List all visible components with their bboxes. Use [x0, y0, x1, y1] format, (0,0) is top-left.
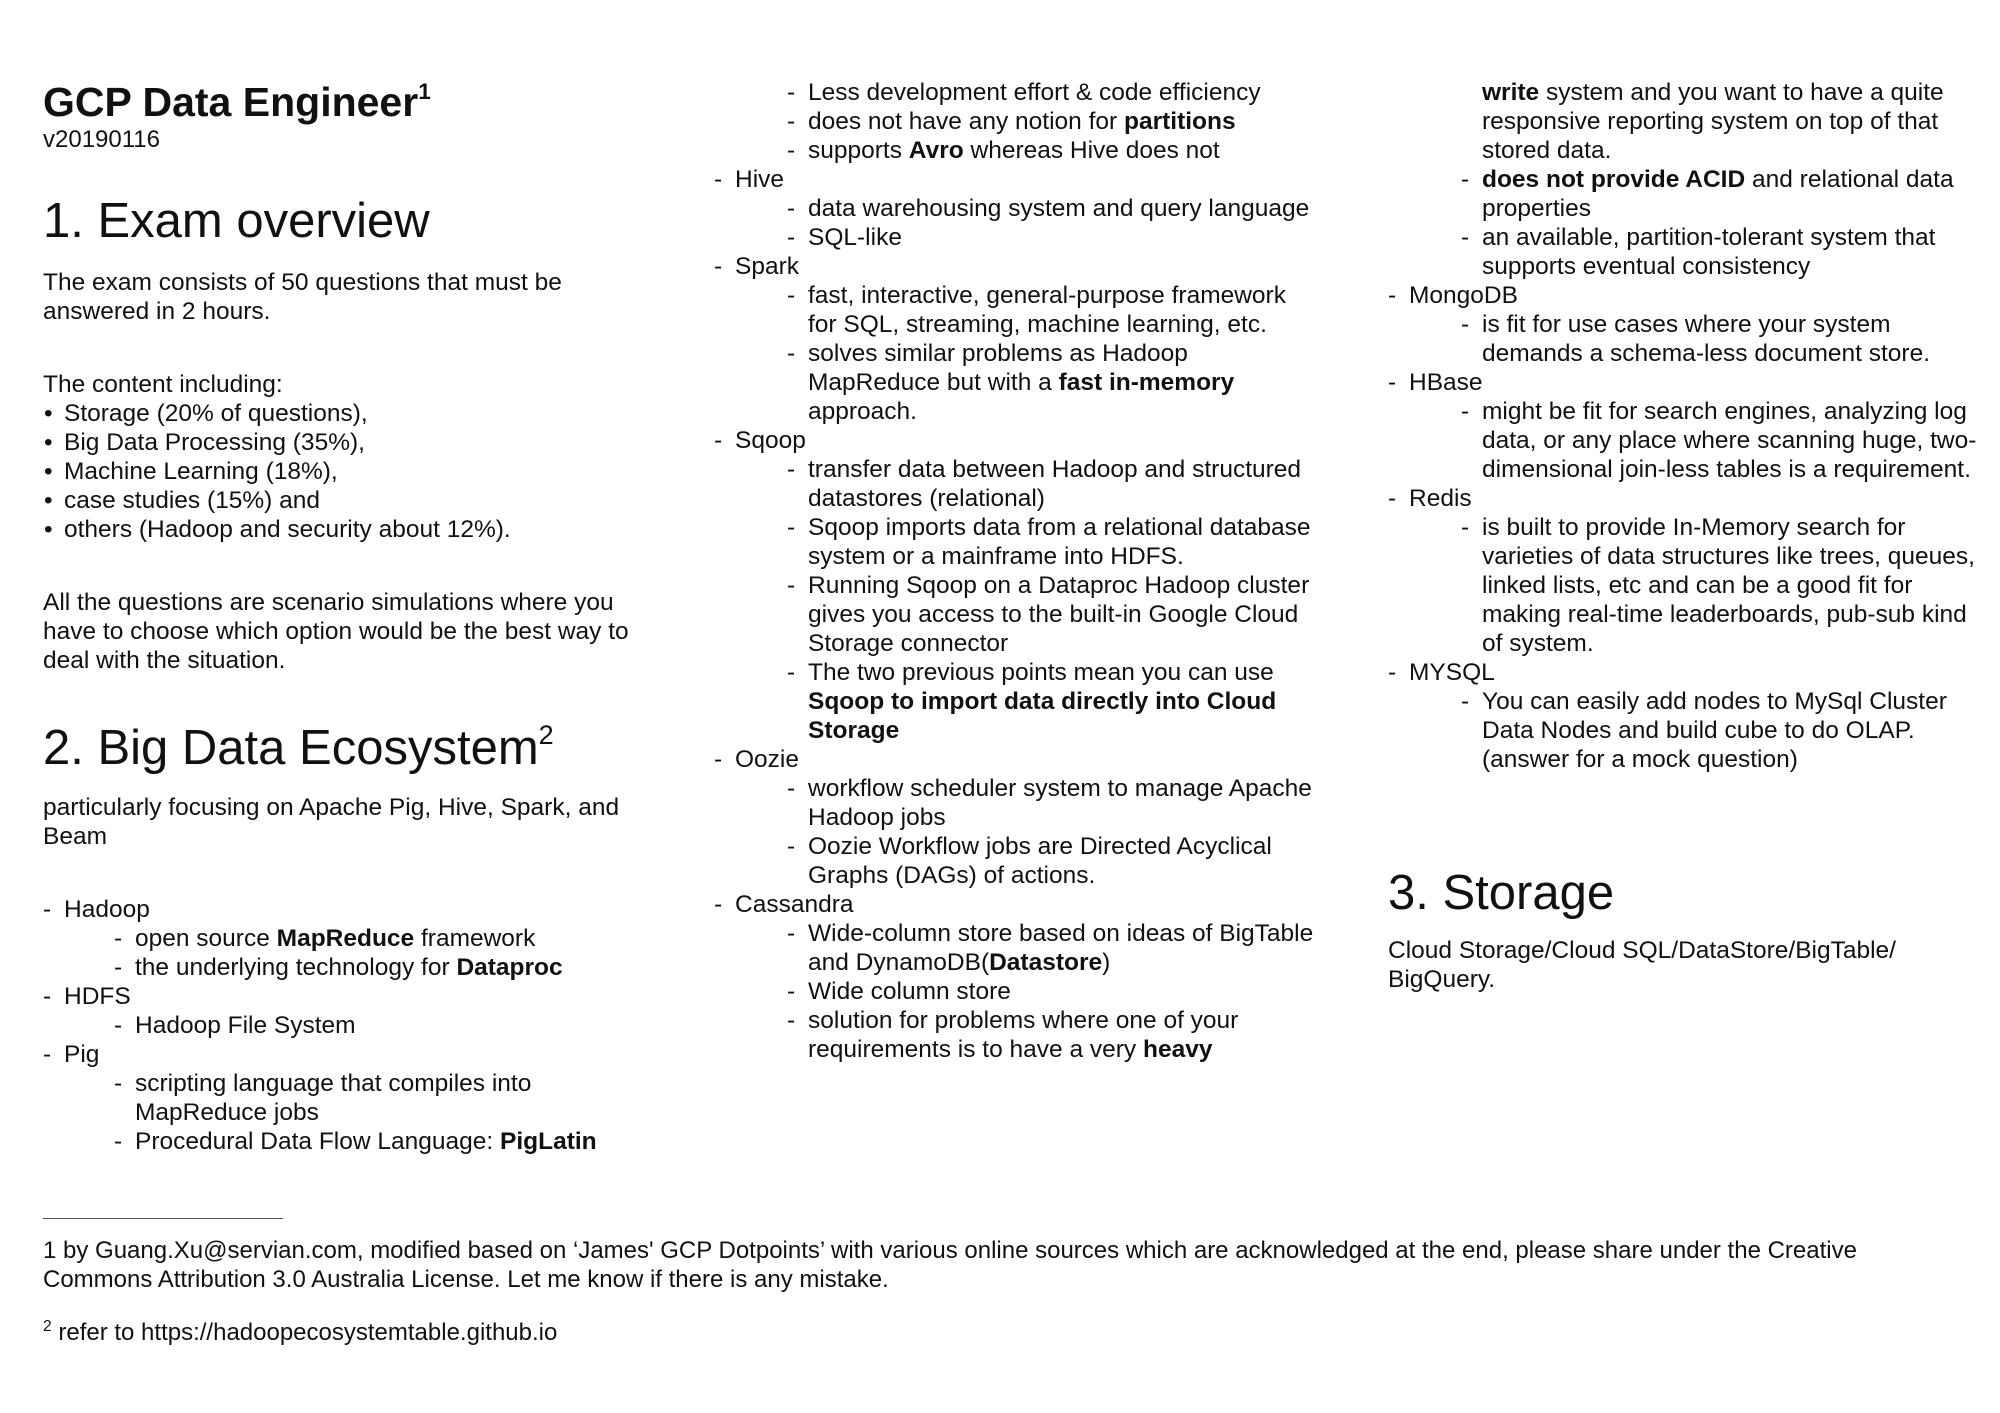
- list-item: - might be fit for search engines, analyzing log data, or any place where scanning huge, two-dimensional join-less tables is a requirement.: [1461, 397, 1978, 484]
- hive-label: Hive: [735, 166, 785, 193]
- content-list: [43, 399, 643, 544]
- bold-text: does not provide ACID: [1482, 166, 1746, 193]
- column-2: [714, 78, 1314, 1064]
- hadoop-label: Hadoop: [64, 896, 150, 923]
- list-item: - Wide column store: [787, 977, 1314, 1006]
- sqoop-points: [787, 455, 1314, 745]
- mongodb-points: [1461, 310, 1978, 368]
- list-item: - Hadoop File System: [114, 1011, 643, 1040]
- ecosystem-list-col3: [1388, 281, 1978, 774]
- column-1: [43, 78, 643, 1156]
- list-item: [114, 953, 643, 982]
- text: Wide-column store based on ideas of BigTable and DynamoDB(: [808, 920, 1314, 976]
- list-item-hdfs: [43, 982, 643, 1040]
- list-item: - an available, partition-tolerant system that supports eventual consistency: [1461, 223, 1978, 281]
- column-3: [1388, 78, 1978, 994]
- ecosystem-list-col1: [43, 895, 643, 1156]
- list-item-hadoop: [43, 895, 643, 982]
- bold-text: fast in-memory: [1058, 369, 1235, 396]
- bold-text: write: [1482, 79, 1540, 106]
- footnote-divider: [43, 1218, 283, 1219]
- list-item-sqoop: [714, 426, 1314, 745]
- hdfs-label: HDFS: [64, 983, 131, 1010]
- bold-text: MapReduce: [276, 925, 415, 952]
- content-label: The content including:: [43, 371, 283, 398]
- cassandra-points-continued: [1461, 165, 1978, 281]
- spark-label: Spark: [735, 253, 800, 280]
- pig-points: [114, 1069, 643, 1156]
- cassandra-point-continued: [1482, 78, 1978, 165]
- list-item-oozie: [714, 745, 1314, 890]
- footnote-2-text: refer to https://hadoopecosystemtable.github.io: [51, 1319, 558, 1346]
- text: solution for problems where one of your requirements is to have a very: [808, 1007, 1239, 1063]
- bold-text: Dataproc: [456, 954, 563, 981]
- list-item: - is built to provide In-Memory search for varieties of data structures like trees, queues, linked lists, etc and can be a good fit for making real-time leaderboards, pub-sub kind of system.: [1461, 513, 1978, 658]
- document-title: [43, 78, 643, 126]
- section-3-heading: 3. Storage: [1388, 866, 1615, 920]
- spark-points: [787, 281, 1314, 426]
- hbase-label: HBase: [1409, 369, 1483, 396]
- list-item: - fast, interactive, general-purpose framework for SQL, streaming, machine learning, etc.: [787, 281, 1314, 339]
- list-item-mysql: [1388, 658, 1978, 774]
- bold-text: PigLatin: [500, 1128, 597, 1155]
- list-item: - workflow scheduler system to manage Apache Hadoop jobs: [787, 774, 1314, 832]
- list-item-cassandra: [714, 890, 1314, 1064]
- section-2-heading: [43, 719, 643, 777]
- list-item: • Big Data Processing (35%),: [43, 428, 643, 457]
- bold-text: Datastore: [989, 949, 1103, 976]
- footnote-2-ref: 2: [43, 1318, 52, 1335]
- text: open source: [135, 925, 277, 952]
- text: framework: [414, 925, 536, 952]
- list-item: • others (Hadoop and security about 12%).: [43, 515, 643, 544]
- footnote-2: [43, 1312, 1963, 1347]
- redis-points: [1461, 513, 1978, 658]
- list-item-mongodb: [1388, 281, 1978, 368]
- footnote-1: 1 by Guang.Xu@servian.com, modified based on ‘James' GCP Dotpoints’ with various online sources which are acknowledged at the end, please share under the Creative Commons Attribution 3.0 Australia License. Let me know if there is any mistake.: [43, 1237, 1857, 1293]
- list-item: [114, 1127, 643, 1156]
- text: and relational data properties: [1482, 166, 1954, 222]
- storage-list: Cloud Storage/Cloud SQL/DataStore/BigTable/ BigQuery.: [1388, 937, 1896, 993]
- list-item: - Sqoop imports data from a relational database system or a mainframe into HDFS.: [787, 513, 1314, 571]
- list-item-hive: [714, 165, 1314, 252]
- text: The two previous points mean you can use: [808, 659, 1274, 686]
- cassandra-points: [787, 919, 1314, 1064]
- list-item: • Storage (20% of questions),: [43, 399, 643, 428]
- cassandra-label: Cassandra: [735, 891, 854, 918]
- section-1-heading: 1. Exam overview: [43, 194, 430, 248]
- bold-text: partitions: [1124, 108, 1236, 135]
- text: supports: [808, 137, 909, 164]
- list-item: - You can easily add nodes to MySql Cluster Data Nodes and build cube to do OLAP. (answer for a mock question): [1461, 687, 1978, 774]
- list-item: - scripting language that compiles into MapReduce jobs: [114, 1069, 643, 1127]
- mysql-points: [1461, 687, 1978, 774]
- sqoop-label: Sqoop: [735, 427, 806, 454]
- list-item: - Oozie Workflow jobs are Directed Acyclical Graphs (DAGs) of actions.: [787, 832, 1314, 890]
- text: Procedural Data Flow Language:: [135, 1128, 500, 1155]
- ecosystem-list-col2: [714, 165, 1314, 1064]
- text: ): [1102, 949, 1111, 976]
- text: whereas Hive does not: [963, 137, 1220, 164]
- list-item: [1461, 165, 1978, 223]
- list-item: - Running Sqoop on a Dataproc Hadoop cluster gives you access to the built-in Google Cloud Storage connector: [787, 571, 1314, 658]
- pig-points-continued: [787, 78, 1314, 165]
- list-item: [114, 924, 643, 953]
- list-item: [787, 136, 1314, 165]
- list-item-spark: [714, 252, 1314, 426]
- scenario-paragraph: All the questions are scenario simulations where you have to choose which option would be the best way to deal with the situation.: [43, 589, 629, 674]
- hive-points: [787, 194, 1314, 252]
- mongodb-label: MongoDB: [1409, 282, 1518, 309]
- list-item: - SQL-like: [787, 223, 1314, 252]
- bold-text: heavy: [1143, 1036, 1213, 1063]
- section-2-footnote-ref: 2: [538, 719, 554, 750]
- exam-intro: The exam consists of 50 questions that must be answered in 2 hours.: [43, 269, 562, 325]
- oozie-points: [787, 774, 1314, 890]
- title-footnote-ref: 1: [418, 79, 431, 105]
- text: the underlying technology for: [135, 954, 457, 981]
- list-item: [787, 339, 1314, 426]
- list-item: - Less development effort & code efficiency: [787, 78, 1314, 107]
- list-item: • Machine Learning (18%),: [43, 457, 643, 486]
- bold-text: Sqoop to import data directly into Cloud Storage: [808, 688, 1277, 744]
- title-text: GCP Data Engineer: [43, 79, 419, 125]
- list-item: • case studies (15%) and: [43, 486, 643, 515]
- redis-label: Redis: [1409, 485, 1472, 512]
- oozie-label: Oozie: [735, 746, 800, 773]
- list-item: [787, 1006, 1314, 1064]
- mysql-label: MYSQL: [1409, 659, 1495, 686]
- ecosystem-intro: particularly focusing on Apache Pig, Hive, Spark, and Beam: [43, 794, 620, 850]
- text: system and you want to have a quite responsive reporting system on top of that stored data.: [1482, 79, 1944, 164]
- list-item: [787, 658, 1314, 745]
- text: solves similar problems as Hadoop MapReduce but with a: [808, 340, 1188, 396]
- list-item: - is fit for use cases where your system demands a schema-less document store.: [1461, 310, 1978, 368]
- pig-label: Pig: [64, 1041, 100, 1068]
- hbase-points: [1461, 397, 1978, 484]
- list-item-pig: [43, 1040, 643, 1156]
- list-item: [787, 107, 1314, 136]
- text: does not have any notion for: [808, 108, 1124, 135]
- hdfs-points: [114, 1011, 643, 1040]
- list-item: - transfer data between Hadoop and structured datastores (relational): [787, 455, 1314, 513]
- list-item-hbase: [1388, 368, 1978, 484]
- text: approach.: [808, 398, 917, 425]
- list-item: [787, 919, 1314, 977]
- version-label: v20190116: [43, 126, 160, 153]
- list-item: - data warehousing system and query language: [787, 194, 1314, 223]
- bold-text: Avro: [908, 137, 964, 164]
- footnotes: [43, 1236, 1963, 1347]
- section-2-heading-text: 2. Big Data Ecosystem: [43, 721, 539, 775]
- list-item-redis: [1388, 484, 1978, 658]
- hadoop-points: [114, 924, 643, 982]
